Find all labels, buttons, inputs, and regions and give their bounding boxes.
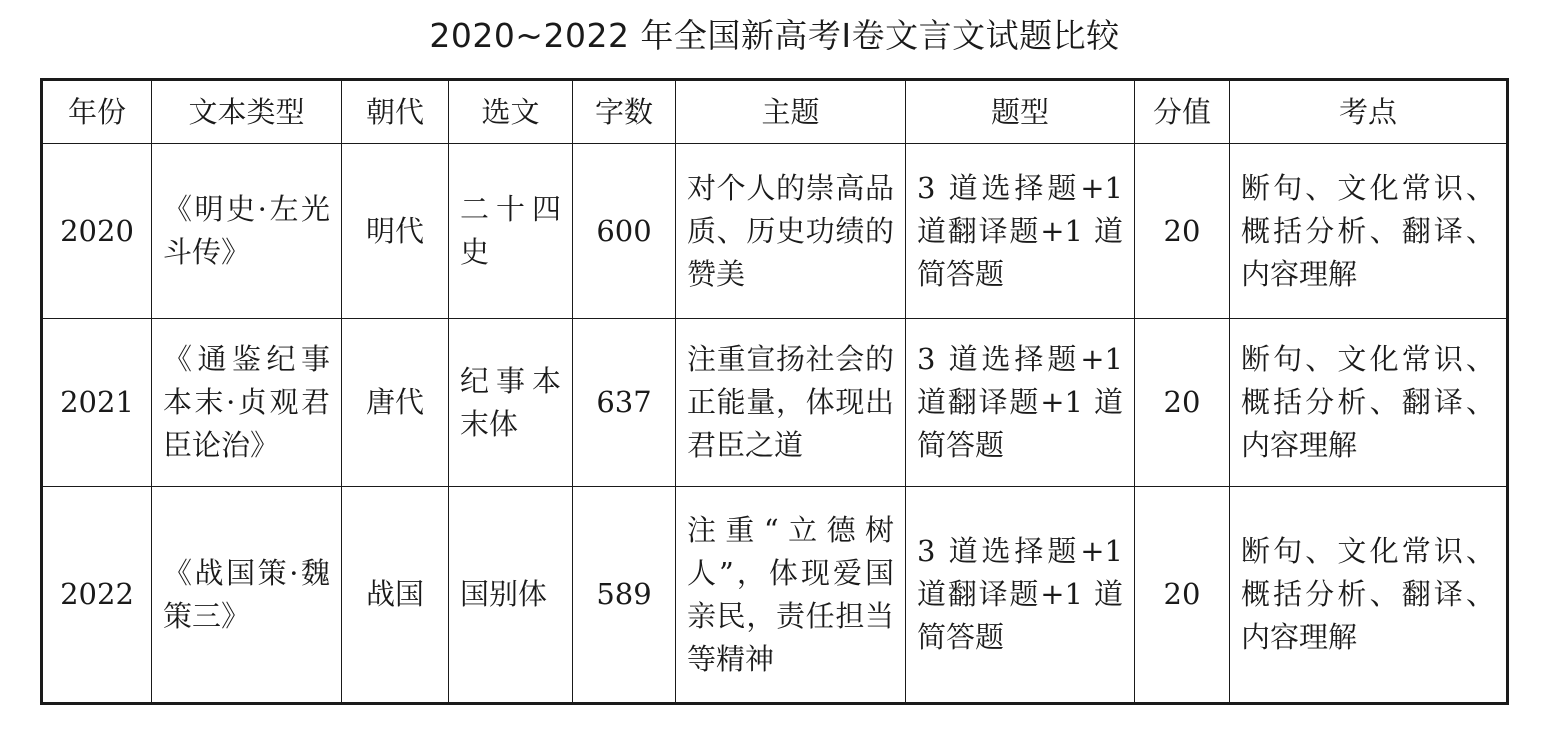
header-word-count: 字数 bbox=[573, 80, 676, 144]
cell-dynasty: 唐代 bbox=[342, 319, 449, 487]
cell-text-type: 《通鉴纪事本末·贞观君臣论治》 bbox=[152, 319, 342, 487]
cell-question-type: 3 道选择题+1 道翻译题+1 道简答题 bbox=[906, 487, 1135, 704]
cell-year: 2021 bbox=[42, 319, 152, 487]
cell-dynasty: 战国 bbox=[342, 487, 449, 704]
cell-year: 2022 bbox=[42, 487, 152, 704]
cell-source: 纪事本末体 bbox=[449, 319, 573, 487]
header-text-type: 文本类型 bbox=[152, 80, 342, 144]
comparison-table bbox=[40, 78, 1509, 705]
cell-text-type: 《战国策·魏策三》 bbox=[152, 487, 342, 704]
table-row bbox=[42, 144, 1508, 319]
header-theme: 主题 bbox=[676, 80, 906, 144]
cell-theme: 注重宣扬社会的正能量，体现出君臣之道 bbox=[676, 319, 906, 487]
table-title: 2020~2022 年全国新高考Ⅰ卷文言文试题比较 bbox=[429, 16, 1120, 55]
cell-score: 20 bbox=[1135, 487, 1230, 704]
cell-score: 20 bbox=[1135, 144, 1230, 319]
header-source: 选文 bbox=[449, 80, 573, 144]
cell-theme: 注重“立德树人”，体现爱国亲民，责任担当等精神 bbox=[676, 487, 906, 704]
cell-source: 二十四史 bbox=[449, 144, 573, 319]
header-dynasty: 朝代 bbox=[342, 80, 449, 144]
header-test-points: 考点 bbox=[1230, 80, 1508, 144]
cell-score: 20 bbox=[1135, 319, 1230, 487]
cell-question-type: 3 道选择题+1 道翻译题+1 道简答题 bbox=[906, 319, 1135, 487]
header-year: 年份 bbox=[42, 80, 152, 144]
cell-text-type: 《明史·左光斗传》 bbox=[152, 144, 342, 319]
table-row bbox=[42, 319, 1508, 487]
cell-year: 2020 bbox=[42, 144, 152, 319]
header-score: 分值 bbox=[1135, 80, 1230, 144]
cell-theme: 对个人的崇高品质、历史功绩的赞美 bbox=[676, 144, 906, 319]
cell-word-count: 637 bbox=[573, 319, 676, 487]
header-question-type: 题型 bbox=[906, 80, 1135, 144]
table-row bbox=[42, 487, 1508, 704]
cell-word-count: 589 bbox=[573, 487, 676, 704]
cell-test-points: 断句、文化常识、概括分析、翻译、内容理解 bbox=[1230, 319, 1508, 487]
cell-word-count: 600 bbox=[573, 144, 676, 319]
cell-test-points: 断句、文化常识、概括分析、翻译、内容理解 bbox=[1230, 144, 1508, 319]
cell-question-type: 3 道选择题+1 道翻译题+1 道简答题 bbox=[906, 144, 1135, 319]
cell-source: 国别体 bbox=[449, 487, 573, 704]
cell-dynasty: 明代 bbox=[342, 144, 449, 319]
cell-test-points: 断句、文化常识、概括分析、翻译、内容理解 bbox=[1230, 487, 1508, 704]
header-row bbox=[42, 80, 1508, 144]
